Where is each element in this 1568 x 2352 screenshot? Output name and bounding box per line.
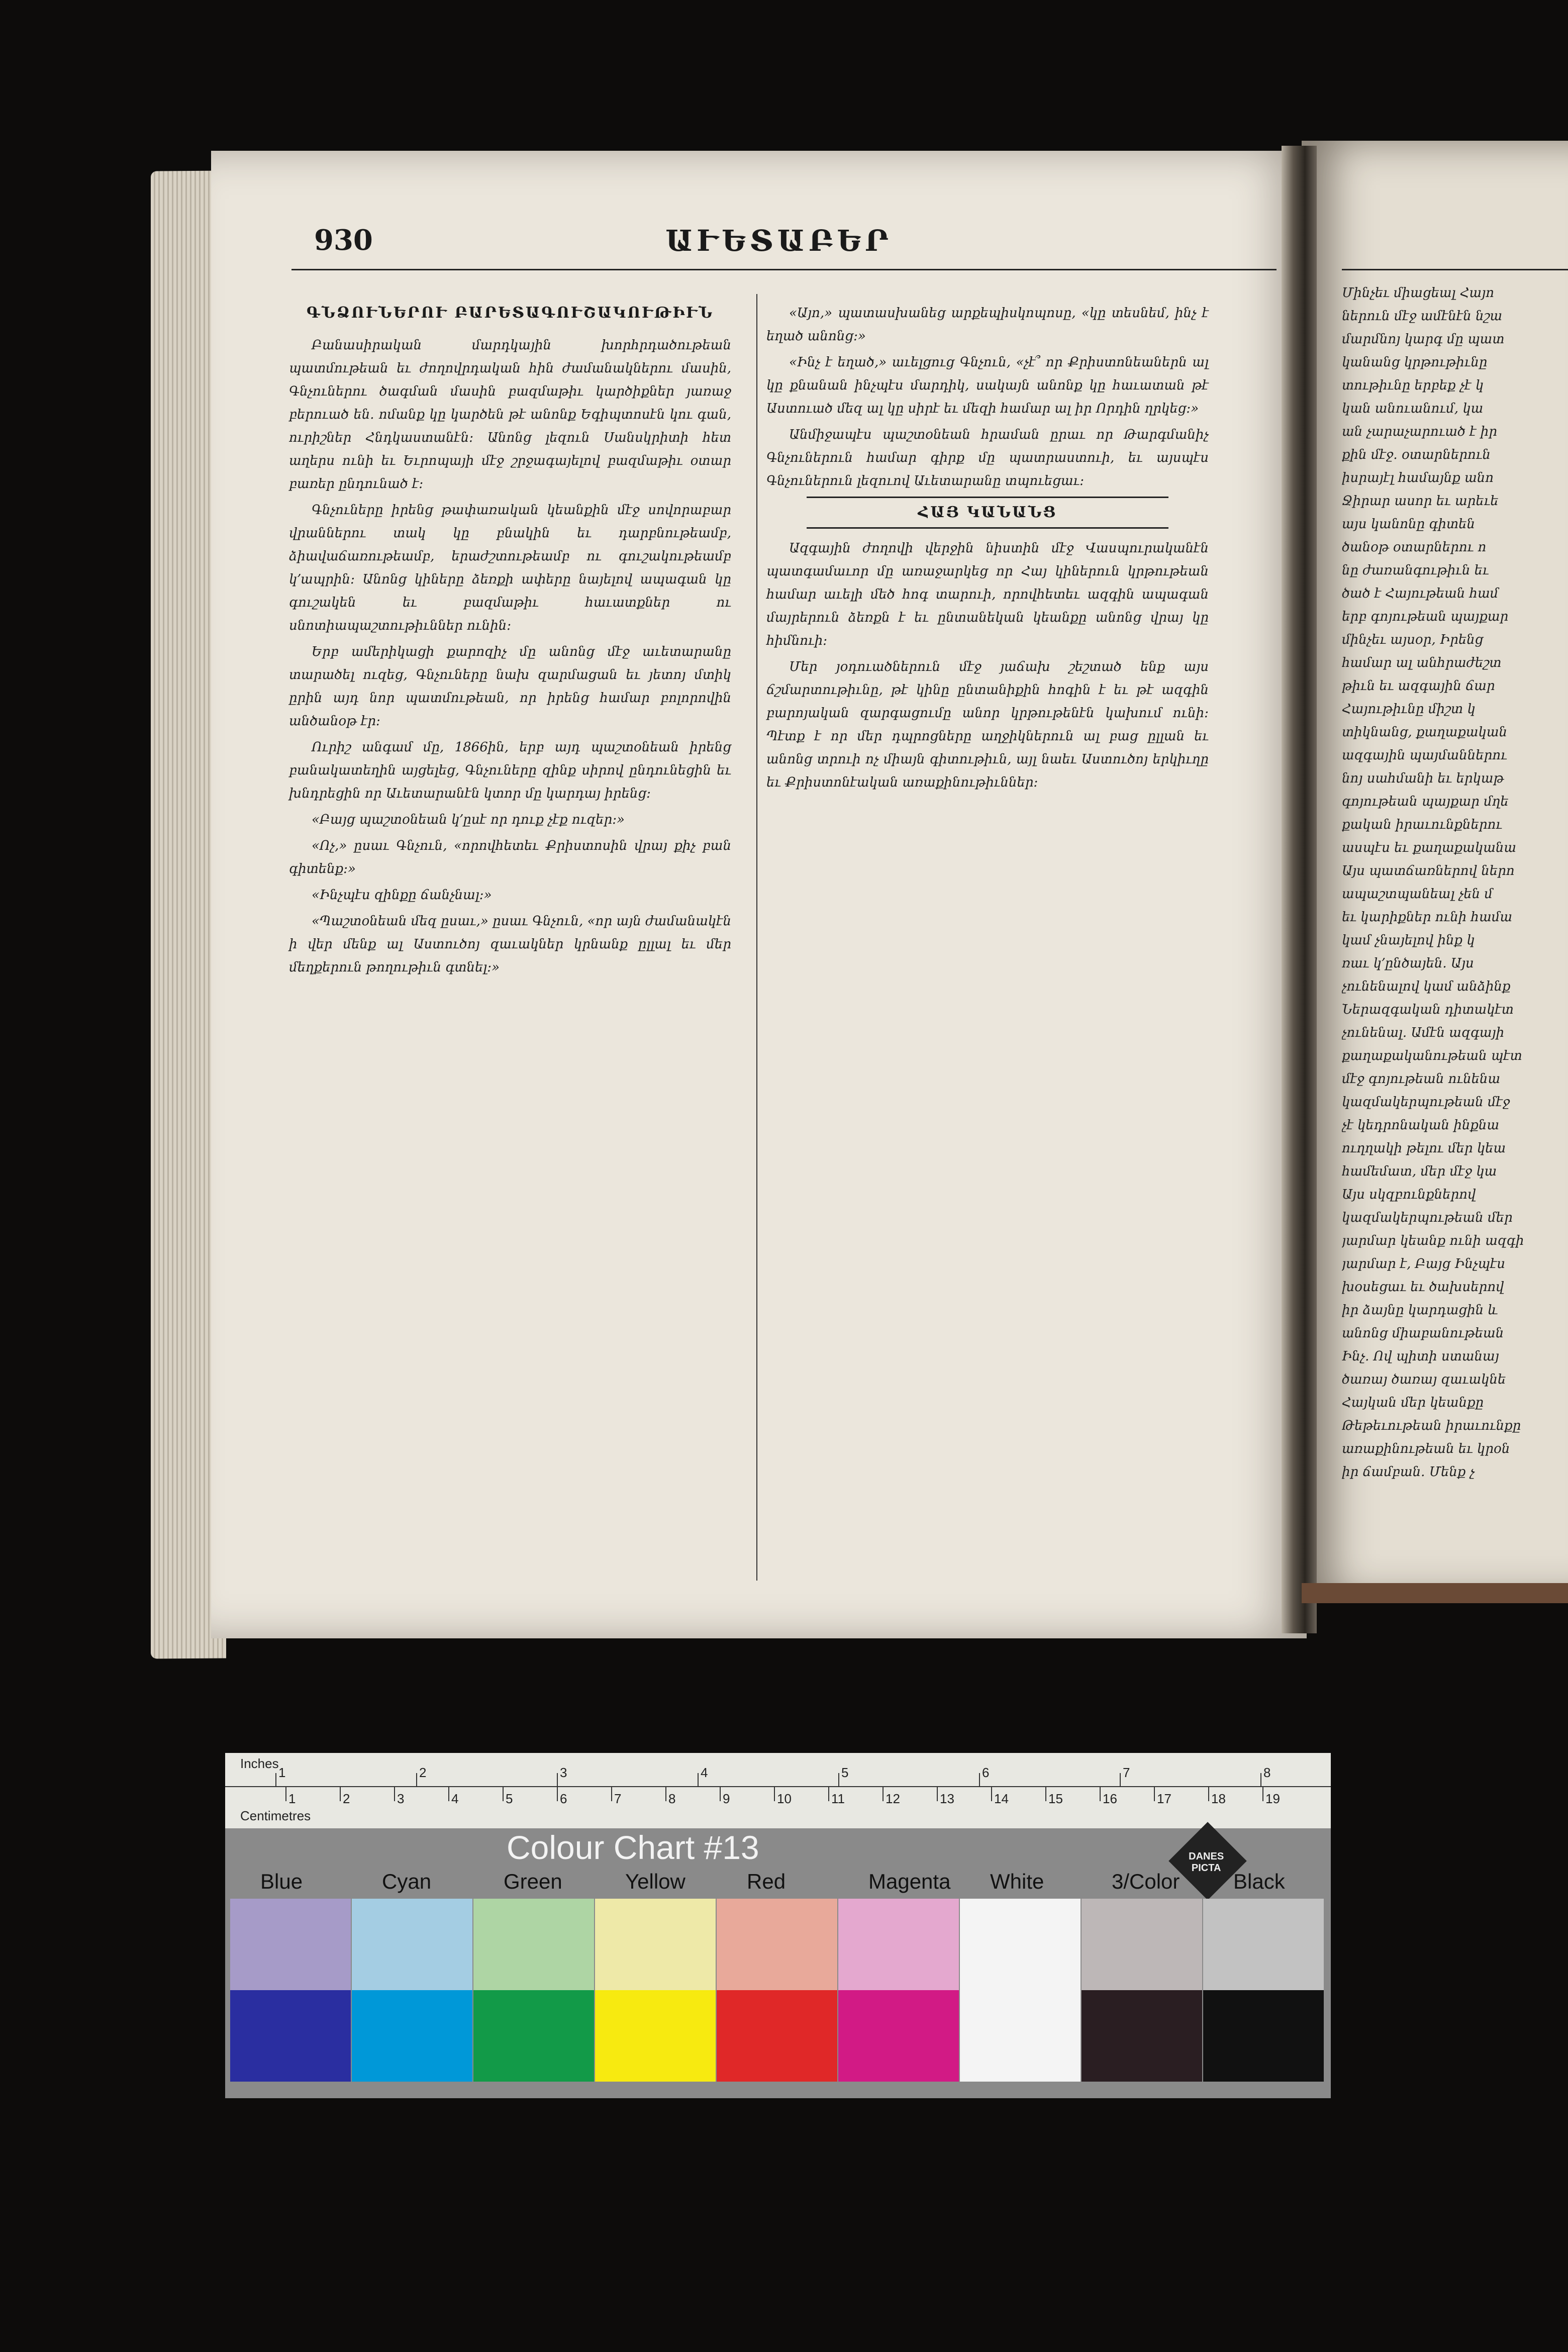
swatch-light — [1203, 1899, 1324, 1990]
paragraph: «Ոչ,» ըսաւ Գնչուն, «որովհետեւ Քրիստոսին վրայ քիչ բան գիտենք։» — [289, 838, 731, 876]
facing-line: ան չարաչարուած է իր — [1342, 424, 1498, 439]
logo-text: DANES PICTA — [1189, 1850, 1224, 1874]
facing-line: մինչեւ այսօր, Իրենց — [1342, 632, 1484, 647]
swatch-dark — [1203, 1990, 1324, 2082]
page-number: 930 — [314, 224, 373, 257]
cm-tick — [557, 1786, 558, 1801]
facing-line: ռաւ կ՚ընծայեն. Այս — [1342, 956, 1474, 971]
facing-line: Ջիրար ասոր եւ արեւե — [1342, 494, 1499, 509]
cm-label: 10 — [777, 1791, 792, 1806]
paragraph: Երբ ամերիկացի քարոզիչ մը անոնց մէջ աւետարանը տարածել ուզեց, Գնչուները նախ զարմացան եւ յետոյ մտիկ ըրին այդ նոր պատմութեան, որ իրենց համար բոլորովին անծանօթ էր։ — [289, 644, 731, 729]
inch-label: 3 — [560, 1765, 567, 1780]
paragraph: Ազգային ժողովի վերջին նիստին մէջ Վասպուրականէն պատգամաւոր մը առաջարկեց որ Հայ կիներուն կրթութեան համար աւելի մեծ հոգ տարուի, որովհետեւ ազգին ապագան մայրերուն ձեռքն է եւ ընտանեկան կեանքը անոնց վրայ կը հիմնուի։ — [766, 541, 1209, 648]
paragraph: «Բայց պաշտօնեան կ՚ըսէ որ դուք չէք ուզեր։» — [312, 812, 625, 827]
cm-label: 6 — [560, 1791, 567, 1806]
cm-label: 14 — [994, 1791, 1009, 1806]
facing-line: ծառայ ծառայ զաւակնե — [1342, 1372, 1506, 1387]
cm-label: 15 — [1048, 1791, 1063, 1806]
facing-line: Հայութիւնը միշտ կ — [1342, 702, 1476, 717]
inch-tick — [979, 1773, 980, 1786]
swatch-light — [595, 1899, 716, 1990]
inch-label: 5 — [841, 1765, 849, 1780]
cm-tick — [720, 1786, 721, 1801]
facing-line: նոյ սահմանի եւ երկաթ — [1342, 771, 1504, 786]
swatch-dark — [1082, 1990, 1202, 2082]
facing-line: կազմակերպութեան մէջ — [1342, 1095, 1510, 1110]
running-head: ԱՒԵՏԱԲԵՐ — [665, 224, 893, 258]
facing-line: յարմար է, Բայց Ինչպէս — [1342, 1256, 1505, 1271]
swatch-dark — [352, 1990, 472, 2082]
cm-label: 4 — [451, 1791, 459, 1806]
inch-tick — [838, 1773, 839, 1786]
swatch-label: Black — [1233, 1870, 1285, 1893]
cm-tick — [883, 1786, 884, 1801]
facing-line: թիւն եւ ազգային ճար — [1342, 678, 1495, 694]
facing-line: իր ձայնը կարդացին և — [1342, 1303, 1498, 1318]
facing-line: ուղղակի թելու մեր կեա — [1342, 1141, 1506, 1156]
inch-label: 2 — [419, 1765, 427, 1780]
cm-tick — [1100, 1786, 1101, 1801]
cm-label: 18 — [1211, 1791, 1226, 1806]
facing-line: Թեթեւութեան իրաւունքը — [1342, 1418, 1521, 1433]
facing-line: առաքինութեան եւ կրօն — [1342, 1441, 1510, 1456]
cm-tick — [285, 1786, 286, 1801]
facing-line: տութիւնը երբեք չէ կ — [1342, 378, 1484, 393]
header-rule — [291, 269, 1277, 270]
facing-line: չէ կեդրոնական ինքնա — [1342, 1118, 1500, 1133]
swatch-light — [838, 1899, 959, 1990]
facing-line: համար ալ անհրաժեշտ — [1342, 655, 1502, 670]
cm-label: 2 — [343, 1791, 350, 1806]
cm-tick — [611, 1786, 612, 1801]
cm-label: 12 — [886, 1791, 900, 1806]
facing-header-rule — [1342, 269, 1568, 270]
right-column — [766, 302, 1209, 797]
facing-line: Հայկան մեր կեանքը — [1342, 1395, 1484, 1410]
inch-label: 6 — [982, 1765, 990, 1780]
paragraph: «Պաշտօնեան մեզ ըսաւ,» ըսաւ Գնչուն, «որ այն ժամանակէն ի վեր մենք ալ Աստուծոյ զաւակներ կրնանք ըլլալ եւ մեր մեղքերուն թողութիւն գտնել։» — [289, 914, 731, 975]
facing-line: ապաշտպանեալ չեն մ — [1342, 887, 1493, 902]
paragraph: «Ինչպէս զինքը ճանչնալ։» — [312, 888, 492, 903]
facing-line: Այս պատճառներով ներո — [1342, 863, 1515, 878]
cm-tick — [1154, 1786, 1155, 1801]
swatch-dark — [230, 1990, 351, 2082]
swatch-dark — [838, 1990, 959, 2082]
facing-line: չունենալով կամ անձինք — [1342, 979, 1511, 994]
cm-label: 19 — [1265, 1791, 1280, 1806]
inch-tick — [416, 1773, 417, 1786]
ruler-cm-label: Centimetres — [240, 1808, 311, 1823]
cm-tick — [1045, 1786, 1046, 1801]
inch-tick — [275, 1773, 276, 1786]
column-rule — [756, 294, 757, 1581]
facing-line: Ներազգական դիտակէտ — [1342, 1002, 1514, 1017]
facing-line: ասպէս եւ քաղաքականա — [1342, 840, 1517, 855]
facing-line: նը ժառանգութիւն եւ — [1342, 563, 1489, 578]
cm-label: 8 — [668, 1791, 676, 1806]
cm-tick — [774, 1786, 775, 1801]
inch-label: 8 — [1263, 1765, 1271, 1780]
inch-tick — [1120, 1773, 1121, 1786]
facing-line: մէջ գոյութեան ունենա — [1342, 1071, 1501, 1087]
swatch-light — [717, 1899, 837, 1990]
cm-tick — [1208, 1786, 1209, 1801]
facing-page-text — [1342, 281, 1568, 1484]
swatch-label: Green — [504, 1870, 562, 1893]
facing-line: իր ճամբան. Մենք չ — [1342, 1464, 1475, 1480]
swatch-light — [352, 1899, 472, 1990]
facing-line: յարմար կեանք ունի ազգի — [1342, 1233, 1524, 1248]
facing-line: ծած է Հայութեան համ — [1342, 586, 1499, 601]
cm-label: 7 — [614, 1791, 622, 1806]
swatch-dark — [473, 1990, 594, 2082]
facing-line: Ինչ. Ով պիտի ստանայ — [1342, 1349, 1499, 1364]
cm-label: 1 — [288, 1791, 296, 1806]
inch-tick — [698, 1773, 699, 1786]
left-column — [289, 302, 731, 982]
paragraph: Ուրիշ անգամ մը, 1866ին, երբ այդ պաշտօնեան իրենց բանակատեղին այցելեց, Գնչուները զինք սիրով ընդունեցին եւ խնդրեցին որ Աւետարանէն կտոր մը կարդայ իրենց։ — [289, 740, 731, 801]
paragraph: Բանասիրական մարդկային խորհրդածութեան պատմութեան եւ ժողովրդական հին ժամանակներու մասին, Գնչուներու ծագման մասին բազմաթիւ կարծիքներ յառաջ բերուած են. ոմանք կը կարծեն թէ անոնք Եգիպտոսէն կու գան, ուրիշներ Հնդկաստանէն։ Անոնց լեզուն Սանսկրիտի հետ աղերս ունի եւ Եւրոպայի մէջ շրջագայելով բազմաթիւ օտար բառեր ընդունած է։ — [289, 338, 731, 492]
facing-line: ներուն մէջ ամէնէն նշա — [1342, 309, 1503, 324]
ruler-inches-label: Inches — [240, 1756, 279, 1771]
paragraph: Գնչուները իրենց թափառական կեանքին մէջ սովորաբար վրաններու տակ կը բնակին եւ դարբնութեամբ, ձիավաճառութեամբ, երաժշտութեամբ ու գուշակութեամբ կ՚ապրին։ Անոնց կիները ձեռքի ափերը նայելով ապագան կը գուշակեն եւ բազմաթիւ հաւատքներ ու սնոտիապաշտութիւններ ունին։ — [289, 503, 731, 633]
ruler — [225, 1753, 1331, 1828]
cm-label: 16 — [1103, 1791, 1117, 1806]
facing-line: Այս սկզբունքներով — [1342, 1187, 1476, 1202]
facing-line: քական իրաւունքներու — [1342, 817, 1503, 832]
cm-tick — [1262, 1786, 1263, 1801]
inch-label: 1 — [278, 1765, 286, 1780]
facing-line: չունենալ. Ամէն ազգայի — [1342, 1025, 1505, 1040]
facing-line: ազգային պայմաններու — [1342, 748, 1507, 763]
facing-line: իսրայէլ համայնք անո — [1342, 470, 1494, 485]
swatch-dark — [717, 1990, 837, 2082]
cm-tick — [828, 1786, 829, 1801]
facing-line: մարմնոյ կարգ մը պատ — [1342, 332, 1505, 347]
section-heading-box — [807, 497, 1168, 529]
facing-line: կան անուանում, կա — [1342, 401, 1484, 416]
cm-tick — [394, 1786, 395, 1801]
paragraph: «Այո,» պատասխանեց արքեպիսկոպոսը, «կը տեսնեմ, ինչ է եղած անոնց։» — [766, 306, 1209, 344]
section-heading: ՀԱՅ ԿԱՆԱՆՑ — [918, 504, 1057, 521]
cm-tick — [340, 1786, 341, 1801]
swatch-label: Blue — [260, 1870, 303, 1893]
article-heading: ԳՆՁՈՒՆԵՐՈՒ ԲԱՐԵՏԱԳՈՒՇԱԿՈՒԹԻՒՆ — [306, 304, 714, 322]
swatch-dark — [595, 1990, 716, 2082]
swatch-label: Cyan — [382, 1870, 432, 1893]
facing-line: անոնց միաբանութեան — [1342, 1326, 1504, 1341]
swatch-light — [473, 1899, 594, 1990]
facing-line: ծանօթ օտարներու ո — [1342, 540, 1487, 555]
colour-chart — [225, 1753, 1331, 2098]
facing-line: երբ գոյութեան պայքար — [1342, 609, 1509, 624]
cm-label: 3 — [397, 1791, 405, 1806]
paragraph: Անմիջապէս պաշտօնեան հրաման ըրաւ որ Թարգմանիչ Գնչուներուն համար գիրք մը պատրաստուի, եւ այսպէս Գնչուներուն լեզուով Աւետարանը տպուեցաւ։ — [766, 427, 1209, 488]
swatch-dark — [960, 1990, 1081, 2082]
book-gutter — [1282, 146, 1317, 1633]
facing-line: խօսեցաւ եւ ծախսերով — [1342, 1280, 1504, 1295]
cm-tick — [665, 1786, 666, 1801]
paragraph: Մեր յօդուածներուն մէջ յաճախ շեշտած ենք այս ճշմարտութիւնը, թէ կինը ընտանիքին հոգին է եւ թէ ազգին բարոյական զարգացումը անոր կրթութենէն կախում ունի։ Պէտք է որ մեր դպրոցները աղջիկներուն ալ բաց ըլլան եւ անոնց տրուի ոչ միայն գիտութիւն, այլ նաեւ Աստուծոյ երկիւղը եւ Քրիստոնէական առաքինութիւններ։ — [766, 659, 1209, 790]
paragraph: «Ինչ է եղած,» աւելցուց Գնչուն, «չէ՞ որ Քրիստոնեաներն ալ կը քնանան ինչպէս մարդիկ, սակայն անոնք կը հաւատան թէ Աստուած մեզ ալ կը սիրէ եւ մեզի համար ալ իր Որդին ղրկեց։» — [766, 355, 1209, 416]
book-cover-edge — [1302, 1583, 1568, 1603]
facing-line: այս կանոնը գիտեն — [1342, 517, 1476, 532]
ruler-line — [225, 1786, 1331, 1787]
inch-label: 7 — [1123, 1765, 1130, 1780]
facing-line: տիկնանց, քաղաքական — [1342, 725, 1508, 740]
facing-line: համեմատ, մեր մէջ կա — [1342, 1164, 1497, 1179]
facing-line: քաղաքականութեան պէտ — [1342, 1048, 1522, 1063]
swatch-light — [1082, 1899, 1202, 1990]
facing-line: Մինչեւ միացեալ Հայո — [1342, 285, 1495, 301]
cm-label: 13 — [940, 1791, 954, 1806]
cm-label: 9 — [723, 1791, 730, 1806]
inch-tick — [557, 1773, 558, 1786]
facing-line: կազմակերպութեան մեր — [1342, 1210, 1513, 1225]
facing-line: քին մէջ. օտարներուն — [1342, 447, 1491, 462]
inch-label: 4 — [701, 1765, 708, 1780]
facing-line: կանանց կրթութիւնը — [1342, 355, 1488, 370]
swatch-label: Red — [747, 1870, 786, 1893]
swatch-label: Yellow — [625, 1870, 685, 1893]
inch-tick — [1260, 1773, 1261, 1786]
cm-label: 5 — [506, 1791, 513, 1806]
facing-line: գոյութեան պայքար մղե — [1342, 794, 1509, 809]
facing-line: եւ կարիքներ ունի համա — [1342, 910, 1513, 925]
facing-line: կամ չնայելով ինք կ — [1342, 933, 1475, 948]
swatch-light — [960, 1899, 1081, 1990]
cm-tick — [448, 1786, 449, 1801]
cm-tick — [503, 1786, 504, 1801]
cm-tick — [937, 1786, 938, 1801]
swatch-light — [230, 1899, 351, 1990]
cm-label: 11 — [831, 1791, 845, 1806]
swatch-label: 3/Color — [1112, 1870, 1180, 1893]
swatch-label: Magenta — [868, 1870, 951, 1893]
swatch-label: White — [990, 1870, 1044, 1893]
cm-tick — [991, 1786, 992, 1801]
cm-label: 17 — [1157, 1791, 1171, 1806]
chart-title: Colour Chart #13 — [507, 1829, 759, 1866]
